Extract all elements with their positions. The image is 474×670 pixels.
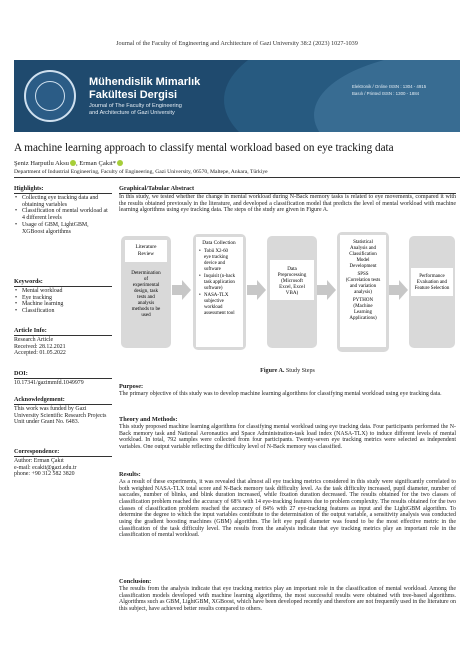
university-logo-icon [24,70,76,122]
arrow-4 [389,280,408,300]
article-info-heading: Article Info: [14,327,112,336]
step4-line: PYTHON [352,298,374,303]
affiliation: Department of Industrial Engineering, Faculty of Engineering, Gazi University, 06570, Maltepe, Ankara, Türkiye [14,169,268,175]
purpose-heading: Purpose: [119,383,144,390]
highlights-heading: Highlights: [14,185,112,194]
author-2: Erman Çakıt* [79,160,117,167]
logo-inner-ring [35,81,65,111]
step5-line: Evaluation and [416,280,448,285]
results-text: As a result of these experiments, it was revealed that almost all eye tracking metrics considered in this study were significantly correlated to both weighted NASA-TLX total score and N-Back memory task difficulty level. As the task difficulty increased, pupil diameter, number of saccades, number of blinks, and blink duration increased, while fixation duration decreased. The results obtained for the two classes of classification problem reached the accuracy of 68% with 14 eye-tracking features due to problem complexity. The results obtained for the two classes of classification problem reached the accuracy of 84% with 27 eye-tracking features as input and the LightGBM algorithm. To determine the degree to which the input variables contribute to the determination of the output variable, a sensitivity analysis was conducted using the gradient boosting machines (GBM) algorithm. The left eye pupil diameter was found to be the most effective metric in the classification of the task difficulty level. The results from the analysis indicate that eye tracking metrics play an important role in the classification of mental workload. [119,479,456,539]
acknowledgement-text: This work was funded by Gazi University Scientific Research Projects Unit under Grant No. 6483. [14,406,107,426]
step4-line: (Correlation tests [345,278,381,283]
step2-line: Tobii X2-60 [204,249,228,254]
figure-caption [119,368,456,374]
accepted-date: Accepted: 01.05.2022 [14,350,66,357]
figure-caption-text: Study Steps [284,368,315,374]
phone: phone: +90 312 582 3820 [14,471,75,478]
step-statistical-analysis [337,232,389,352]
keywords-list [14,288,112,315]
keyword-item: • Machine learning [14,301,112,308]
step2-line: subjective [204,299,224,304]
highlights-list [14,195,112,235]
step5-line: Feature Selection [414,286,450,291]
banner-title-line2: Fakültesi Dergisi [89,89,178,101]
keyword-item: • Eye tracking [14,295,112,302]
step1-sub: used [141,312,151,318]
correspondence-heading: Correspondence: [14,448,112,457]
header-divider [14,177,460,178]
step1-sub: methods to be [131,306,161,312]
orcid-icon[interactable] [117,160,123,166]
journal-reference: Journal of the Faculty of Engineering and Architecture of Gazi University 38:2 (2023) 1027-1039 [116,40,358,47]
step2-line: task application [204,280,235,285]
banner-subtitle-line2: and Architecture of Gazi University [89,110,175,116]
highlight-item: • Collecting eye tracking data and obtaining variables [14,195,112,208]
author-1: Şeniz Harputlu Aksu [14,160,69,167]
keyword-item: • Classification [14,308,112,315]
step3-line: VBA) [285,290,299,296]
step-data-collection [193,234,246,350]
step1-sub: tests and [137,294,155,300]
acknowledgement-heading: Acknowledgement: [14,396,112,405]
online-issn: Elektronik / Online ISSN : 1304 - 4915 [352,84,427,89]
step4-line: Applications) [349,316,377,321]
arrow-3 [317,280,336,300]
results-heading: Results: [119,471,141,478]
step4-line: and variation [349,284,377,289]
step4-line: Statistical [353,240,373,245]
step-literature-review [121,236,171,348]
received-date: Received: 28.12.2021 [14,343,66,350]
step1-sub: experimental [132,282,160,288]
step2-bullet-3: • [199,293,201,298]
step4-line: Analysis and [350,246,376,251]
author-separator: , [75,160,80,167]
author-line [14,160,123,167]
step2-title: Data Collection [202,240,236,246]
study-steps-diagram [119,230,456,365]
step3-line: Preprocessing [277,272,307,278]
journal-banner [14,60,460,132]
keywords-heading: Keywords: [14,278,112,287]
step2-line: eye tracking [204,255,229,260]
step2-line: Inquisit (n-back [204,274,236,279]
step2-line: software [204,267,221,272]
highlight-item: • Usage of GBM, LightGBM, XGBoost algorithms [14,222,112,235]
figure-caption-label: Figure A. [260,368,285,374]
step2-line: workload [204,305,223,310]
arrow-1 [172,280,191,300]
article-title: A machine learning approach to classify mental workload based on eye tracking data [14,142,394,154]
step5-line: Performance [419,274,445,279]
step3-line: Excel, Excel [279,284,305,290]
step4-line: Classification [349,252,377,257]
step4-line: Development [349,264,377,269]
highlight-item: • Classification of mental workload at 4 different levels [14,208,112,221]
step3-line: (Microsoft [281,278,303,284]
step-data-preprocessing [267,236,317,348]
step4-line: analysis) [354,290,372,295]
purpose-text: The primary objective of this study was to develop machine learning algorithms for classifying mental workload using eye tracking data. [119,391,442,397]
arrow-2 [247,280,266,300]
step1-title-2: Review [137,251,155,257]
conclusion-heading: Conclusion: [119,578,152,585]
step2-line: NASA-TLX [204,293,229,298]
graphical-abstract-heading: Graphical/Tabular Abstract [119,185,456,194]
banner-title-line1: Mühendislik Mimarlık [89,76,201,88]
step2-bullet-1: • [199,249,201,254]
article-info [14,337,112,357]
step-performance-evaluation [409,236,455,348]
step2-line: software) [204,286,223,291]
step2-bullet-2: • [199,274,201,279]
corresponding-author: Author: Erman Çakıt [14,458,64,464]
doi-heading: DOI: [14,370,112,379]
step4-line: Model [356,258,370,263]
email[interactable]: e-mail: ecakit@gazi.edu.tr [14,464,77,471]
theory-text: This study proposed machine learning algorithms for classifying mental workload using eye tracking data. Four participants performed the N-Back memory task and National Aeronautics and Space Administration-task load index (NASA-TLX) to induce different levels of mental workload. In total, 792 samples were collected from four participants. Twenty-seven eye tracking metrics were selected as independent variables. One output variable reflecting the difficulty level of N-Back memory was classified. [119,424,456,450]
step4-line: Learning [353,310,373,315]
step1-sub: Determination [131,270,161,276]
step2-line: device and [204,261,226,266]
theory-heading: Theory and Methods: [119,416,178,423]
correspondence-info [14,458,112,478]
graphical-abstract-text: In this study, we tested whether the change in mental workload during N-Back memory tasks is related to eye movements, compared it with the results obtained previously in the literature, and developed a classification model that predicts the level of mental workload with machine learning algorithms using eye tracking data. The steps of the study are given in Figure A. [119,194,456,214]
step4-line: (Machine [353,304,373,309]
step2-line: assessment tool [204,311,235,316]
banner-subtitle-line1: Journal of The Faculty of Engineering [89,103,182,109]
step1-title-1: Literature [135,244,157,250]
keyword-item: • Mental workload [14,288,112,295]
step1-sub: of [143,276,149,282]
step4-line: SPSS [357,272,369,277]
conclusion-text: The results from the analysis indicate that eye tracking metrics play an important role in the classification of mental workload. Among the classification models developed with machine learning algorithms, the most successful results were obtained with tree-based algorithms. Algorithms such as GBM, LightGBM, XGBoost, which have been developed recently and therefore are not frequently used in the literature on this subject, have achieved better results compared to others. [119,586,456,612]
step3-line: Data [287,266,297,272]
step1-sub: design, task [133,288,159,294]
article-type: Research Article [14,337,54,343]
printed-issn: Basılı / Printed ISSN : 1300 - 1884 [352,91,420,96]
step1-sub: analysis [137,300,155,306]
doi-link[interactable]: 10.17341/gazimmfd.1049979 [14,380,84,386]
